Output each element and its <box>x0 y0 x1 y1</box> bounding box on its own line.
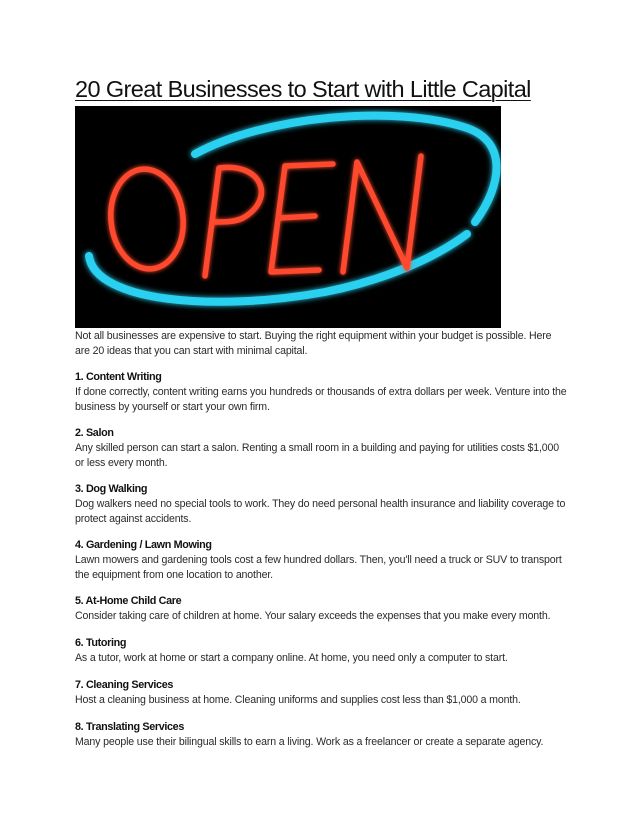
item-description: Lawn mowers and gardening tools cost a few hundred dollars. Then, you'll need a truck or SUV to transport the equipment from one location to another. <box>75 554 562 581</box>
item-heading: 4. Gardening / Lawn Mowing <box>75 539 212 551</box>
business-item <box>75 636 567 666</box>
business-item <box>75 426 567 471</box>
item-description: Dog walkers need no special tools to work. They do need personal health insurance and liability coverage to protect against accidents. <box>75 498 566 525</box>
item-heading: 6. Tutoring <box>75 637 127 649</box>
business-item <box>75 538 567 583</box>
open-sign-image <box>75 106 501 328</box>
item-heading: 2. Salon <box>75 427 114 439</box>
open-sign-graphic <box>75 106 501 328</box>
intro-paragraph: Not all businesses are expensive to start. Buying the right equipment within your budget is possible. Here are 20 ideas that you can start with minimal capital. <box>75 330 552 357</box>
item-heading: 8. Translating Services <box>75 721 184 733</box>
business-item <box>75 594 567 624</box>
item-heading: 1. Content Writing <box>75 371 162 383</box>
business-item <box>75 370 567 415</box>
item-heading: 3. Dog Walking <box>75 483 148 495</box>
item-description: Host a cleaning business at home. Cleaning uniforms and supplies cost less than $1,000 a month. <box>75 694 521 706</box>
business-item <box>75 678 567 708</box>
business-item <box>75 720 567 750</box>
item-heading: 7. Cleaning Services <box>75 679 174 691</box>
page-title: 20 Great Businesses to Start with Little Capital <box>75 76 531 102</box>
item-description: Many people use their bilingual skills to earn a living. Work as a freelancer or create a separate agency. <box>75 736 544 748</box>
item-description: Any skilled person can start a salon. Renting a small room in a building and paying for utilities costs $1,000 or less every month. <box>75 442 560 469</box>
item-description: If done correctly, content writing earns you hundreds or thousands of extra dollars per week. Venture into the business by yourself or start your own firm. <box>75 386 567 413</box>
item-heading: 5. At-Home Child Care <box>75 595 182 607</box>
item-description: Consider taking care of children at home. Your salary exceeds the expenses that you make every month. <box>75 610 551 622</box>
item-description: As a tutor, work at home or start a company online. At home, you need only a computer to start. <box>75 652 508 664</box>
business-item <box>75 482 567 527</box>
